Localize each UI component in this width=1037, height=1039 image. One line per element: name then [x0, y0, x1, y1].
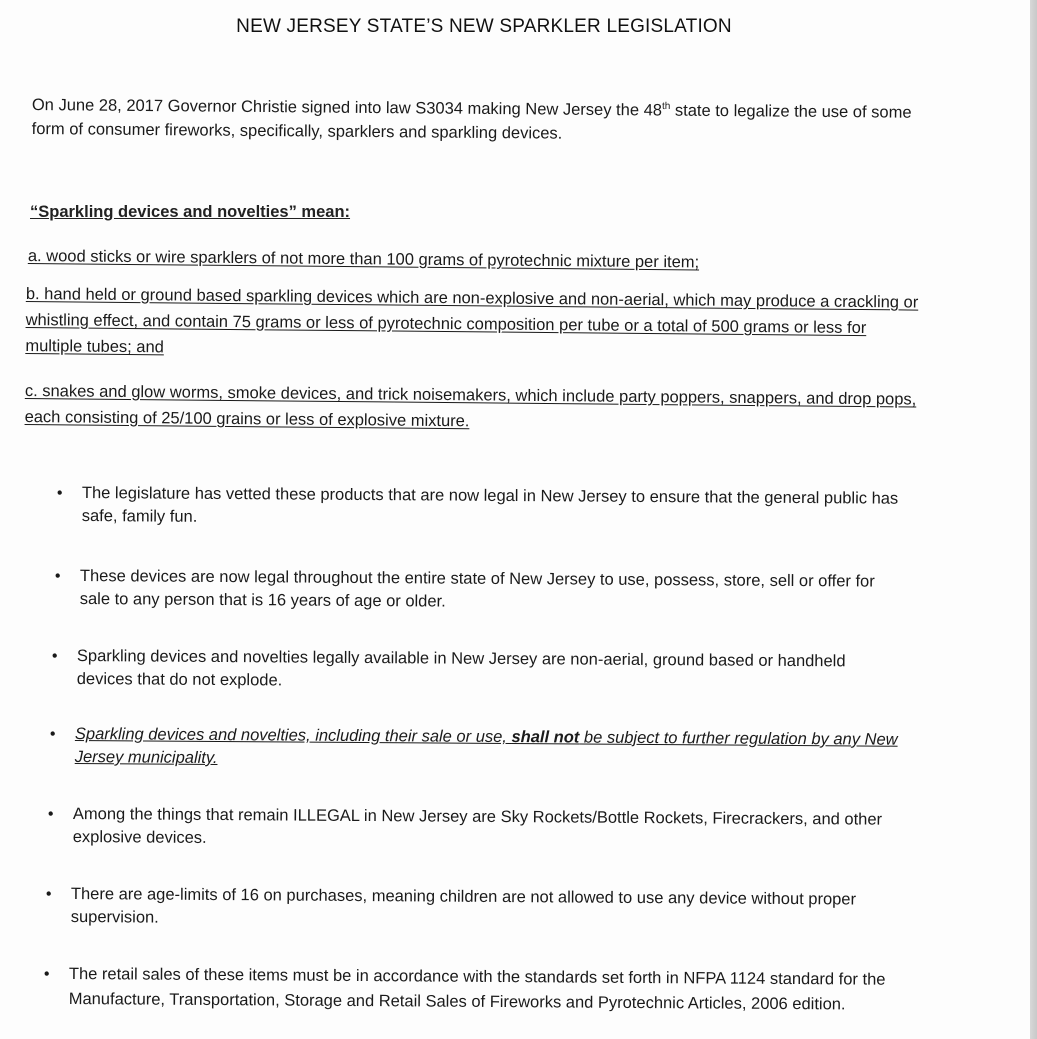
definition-c: c. snakes and glow worms, smoke devices, and trick noisemakers, which include party poppers, snappers, and drop pops, each consisting of 25/100 grains or less of explosive mixture. [24, 381, 917, 431]
bullet-text: Sparkling devices and novelties legally available in New Jersey are non-aerial, ground based or handheld devices that do not explode. [76, 646, 846, 690]
bullet-text: These devices are now legal throughout the entire state of New Jersey to use, possess, store, sell or offer for sale to any person that is 16 years of age or older. [79, 566, 875, 611]
bullet-item [47, 803, 918, 855]
bullet-item [43, 962, 899, 1018]
bullet-marker: • [56, 484, 63, 502]
bullet-item [56, 482, 912, 534]
page-edge-shadow [1030, 0, 1037, 1039]
bullet-text-part2: be subject to further regulation by any New Jersey municipality. [74, 728, 898, 767]
intro-text-start: On June 28, 2017 Governor Christie signed into law S3034 making New Jersey the 48 [31, 95, 663, 120]
bullet-marker: • [49, 725, 56, 743]
bullet-marker: • [54, 567, 61, 585]
bullet-marker: • [45, 885, 52, 903]
bullet-marker: • [43, 965, 50, 983]
definition-b: b. hand held or ground based sparkling devices which are non-explosive and non-aerial, which may produce a crackling or whistling effect, and contain 75 grams or less of pyrotechnic composition per tube or a total of 500 grams or less for multiple tubes; and [25, 284, 919, 357]
bullet-text: The legislature has vetted these products that are now legal in New Jersey to ensure that the general public has safe, family fun. [81, 483, 899, 526]
intro-text-end: state to legalize the use of some form of consumer fireworks, specifically, sparklers and sparkling devices. [31, 101, 912, 143]
bullet-text: Among the things that remain ILLEGAL in New Jersey are Sky Rockets/Bottle Rockets, Firecrackers, and other explosive devices. [72, 804, 883, 847]
definitions-heading: “Sparkling devices and novelties” mean: [30, 203, 351, 221]
bullet-text: The retail sales of these items must be in accordance with the standards set forth in NFPA 1124 standard for the Manufacture, Transportation, Storage and Retail Sales of Fireworks and Pyrotechnic Articles, 2006 edition. [68, 964, 886, 1014]
bullet-marker: • [47, 805, 54, 823]
definition-a: a. wood sticks or wire sparklers of not more than 100 grams of pyrotechnic mixture per item; [27, 246, 700, 272]
bullet-item [45, 883, 901, 935]
bullet-item [51, 645, 877, 697]
bullet-marker: • [51, 647, 58, 665]
document-title: NEW JERSEY STATE’S NEW SPARKLER LEGISLATION [236, 16, 732, 37]
intro-superscript: th [661, 100, 671, 113]
bullet-text-bold: shall not [511, 728, 580, 747]
bullet-text: There are age-limits of 16 on purchases, meaning children are not allowed to use any device without proper supervision. [70, 884, 857, 927]
bullet-text-part1: Sparkling devices and novelties, including their sale or use, [74, 724, 512, 747]
bullet-item [54, 565, 900, 617]
bullet-item-municipality [49, 723, 915, 775]
